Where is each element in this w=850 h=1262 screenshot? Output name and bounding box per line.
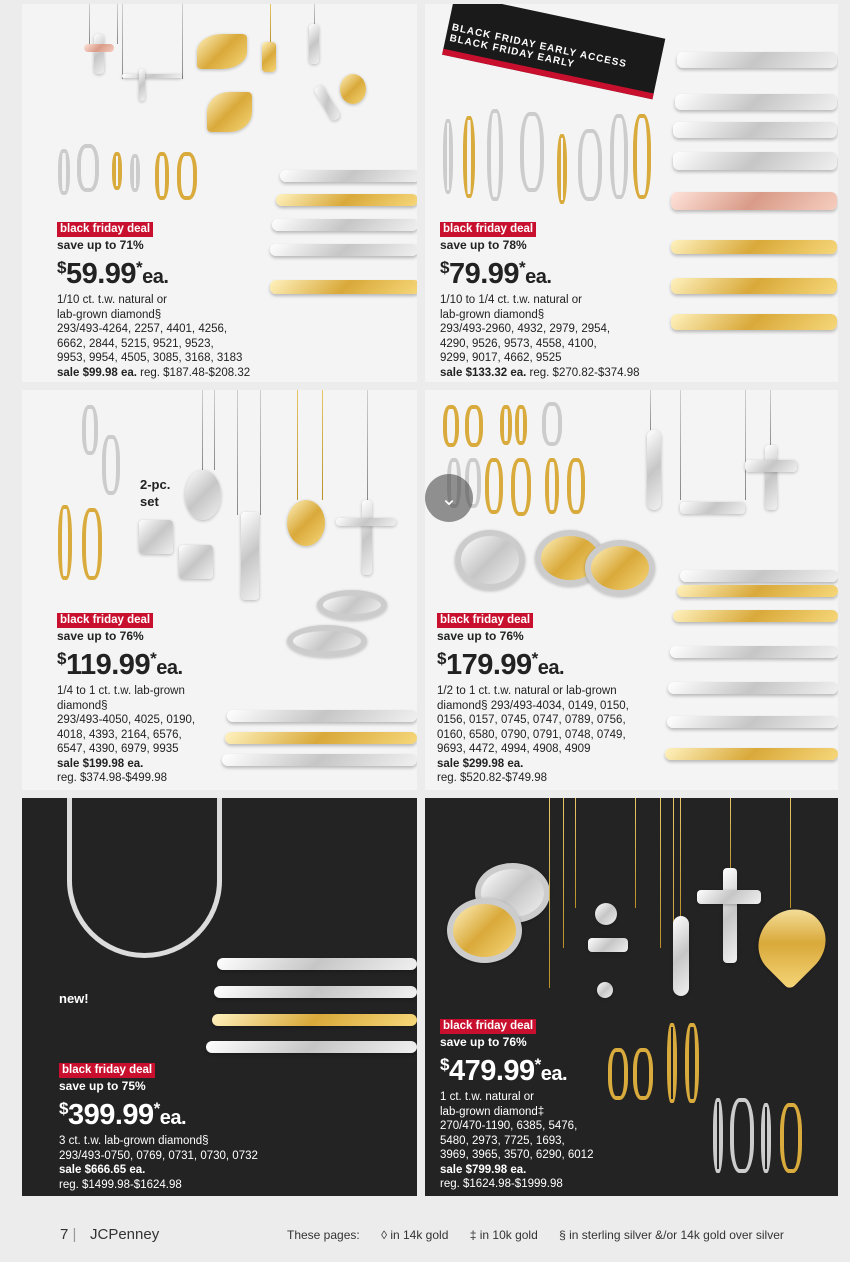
savings-text: save up to 76% xyxy=(437,629,524,643)
savings-text: save up to 76% xyxy=(57,629,144,643)
price: $59.99*ea. xyxy=(57,258,169,290)
offer-block-6 xyxy=(440,1016,593,1192)
price: $79.99*ea. xyxy=(440,258,552,290)
item-description: 1 ct. t.w. natural or lab-grown diamond‡ 270/470-1190, 6385, 5476, 5480, 2973, 7725, 1693, 3969, 3965, 3570, 6290, 6012 xyxy=(440,1091,594,1161)
price: $179.99*ea. xyxy=(437,649,565,681)
offer-block-3 xyxy=(57,610,195,786)
offer-block-2 xyxy=(440,219,640,380)
regular-price: reg. $1624.98-$1999.98 xyxy=(440,1178,563,1190)
item-description: 3 ct. t.w. lab-grown diamond§ 293/493-0750, 0769, 0731, 0730, 0732 xyxy=(59,1135,258,1162)
offer-block-5 xyxy=(59,1060,258,1192)
deal-badge: black friday deal xyxy=(57,222,153,237)
price: $119.99*ea. xyxy=(57,649,183,681)
item-description: 1/4 to 1 ct. t.w. lab-grown diamond§ 293/493-4050, 4025, 0190, 4018, 4393, 2164, 6576, 6547, 4390, 6979, 9935 xyxy=(57,685,196,755)
product-panel-2[interactable] xyxy=(425,4,838,382)
product-panel-6[interactable] xyxy=(425,798,838,1196)
savings-text: save up to 71% xyxy=(57,238,144,252)
regular-price: reg. $1499.98-$1624.98 xyxy=(59,1178,182,1191)
deal-badge: black friday deal xyxy=(59,1063,155,1078)
black-friday-ribbon: BLACK FRIDAY EARLY ACCESS BLACK FRIDAY EARLY xyxy=(442,4,665,99)
metal-legend: These pages: ◊ in 14k gold ‡ in 10k gold § in sterling silver &/or 14k gold over silver xyxy=(287,1228,784,1242)
item-description: 1/10 ct. t.w. natural or lab-grown diamond§ 293/493-4264, 2257, 4401, 4256, 6662, 2844, 5215, 9521, 9523, 9953, 9954, 4505, 3085, 3168, 3183 xyxy=(57,294,243,364)
brand-name: JCPenney xyxy=(90,1226,160,1243)
sale-price: sale $666.65 ea. xyxy=(59,1164,146,1176)
savings-text: save up to 75% xyxy=(59,1079,146,1093)
product-panel-4[interactable] xyxy=(425,390,838,790)
savings-text: save up to 78% xyxy=(440,238,527,252)
sale-price: sale $299.98 ea. xyxy=(437,757,524,770)
savings-text: save up to 76% xyxy=(440,1035,527,1049)
page-footer xyxy=(0,1222,850,1248)
sale-price: sale $199.98 ea. xyxy=(57,757,144,770)
sale-price: sale $99.98 ea. reg. $187.48-$208.32 xyxy=(57,366,251,379)
sale-price: sale $133.32 ea. reg. $270.82-$374.98 xyxy=(440,366,640,379)
deal-badge: black friday deal xyxy=(437,613,533,628)
product-panel-5[interactable] xyxy=(22,798,417,1196)
offer-block-4 xyxy=(437,610,629,786)
new-label: new! xyxy=(59,991,89,1006)
sale-price: sale $799.98 ea. xyxy=(440,1163,527,1176)
offer-block-1 xyxy=(57,219,250,380)
item-description: 1/10 to 1/4 ct. t.w. natural or lab-grown diamond§ 293/493-2960, 4932, 2979, 2954, 4290, 9526, 9573, 4558, 4100, 9299, 9017, 4662, 9525 xyxy=(440,294,611,364)
product-panel-1[interactable] xyxy=(22,4,417,382)
price: $479.99*ea. xyxy=(440,1055,568,1087)
item-description: 1/2 to 1 ct. t.w. natural or lab-grown diamond§ 293/493-4034, 0149, 0150, 0156, 0157, 0745, 0747, 0789, 0756, 0160, 6580, 0790, 0791, 0748, 0749, 9693, 4472, 4994, 4908, 4909 xyxy=(437,685,629,755)
scroll-down-button[interactable] xyxy=(425,474,473,522)
deal-badge: black friday deal xyxy=(57,613,153,628)
set-label: 2-pc. set xyxy=(140,477,171,509)
deal-badge: black friday deal xyxy=(440,1019,536,1034)
product-panel-3[interactable] xyxy=(22,390,417,790)
page-number: 7 | xyxy=(60,1226,77,1243)
deal-badge: black friday deal xyxy=(440,222,536,237)
regular-price: reg. $374.98-$499.98 xyxy=(57,772,167,784)
regular-price: reg. $520.82-$749.98 xyxy=(437,772,547,784)
chevron-down-icon: ⌄ xyxy=(440,487,458,510)
price: $399.99*ea. xyxy=(59,1099,187,1131)
